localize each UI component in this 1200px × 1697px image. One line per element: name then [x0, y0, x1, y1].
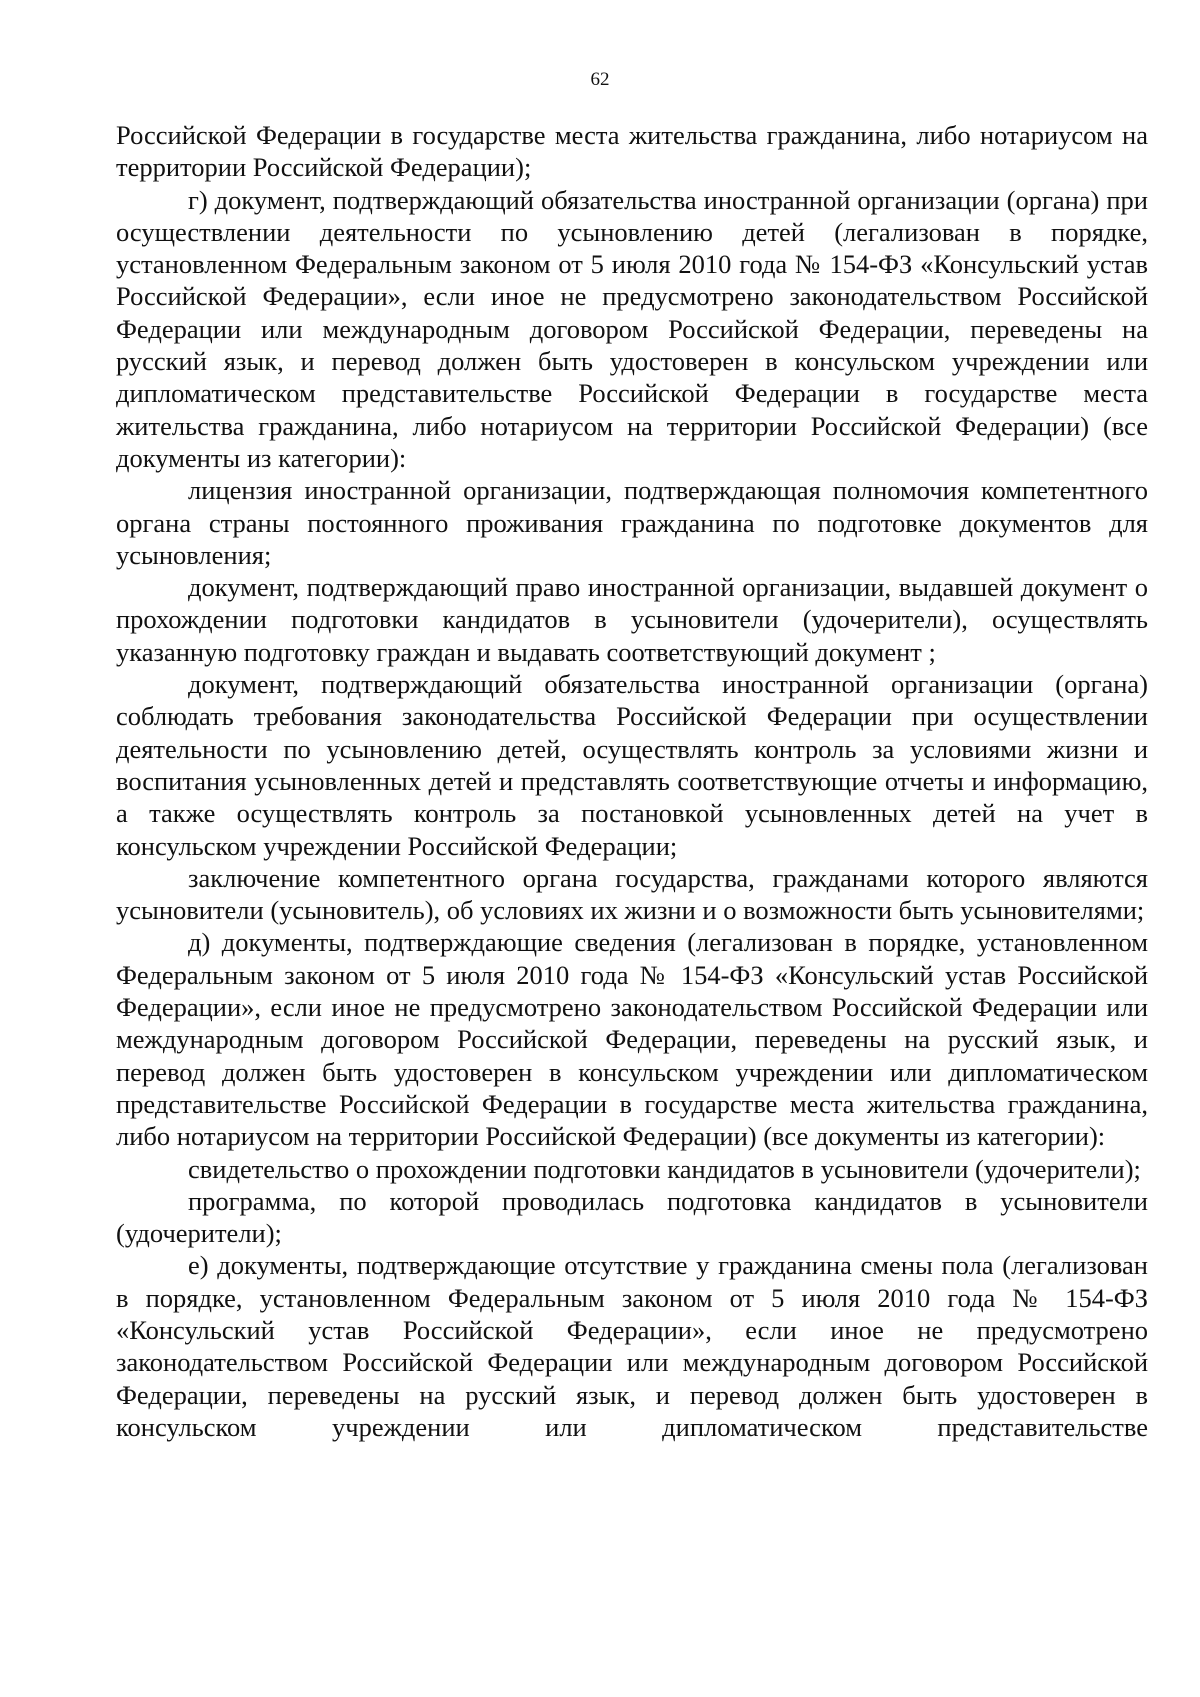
paragraph-item-d: д) документы, подтверждающие сведения (легализован в порядке, установленном Федеральным законом от 5 июля 2010 года № 154-ФЗ «Консульский устав Российской Федерации», если иное не предусмотрено законодательством Российской Федерации или международным договором Российской Федерации, переведены на русский язык, и перевод должен быть удостоверен в консульском учреждении или дипломатическом представительстве Российской Федерации в государстве места жительства гражданина, либо нотариусом на территории Российской Федерации) (все документы из категории): [116, 927, 1148, 1152]
document-body [116, 119, 1148, 1443]
paragraph-license: лицензия иностранной организации, подтверждающая полномочия компетентного органа страны постоянного проживания гражданина по подготовке документов для усыновления; [116, 475, 1148, 570]
paragraph-training-certificate: свидетельство о прохождении подготовки кандидатов в усыновители (удочерители); [188, 1153, 1141, 1184]
paragraph-item-e: е) документы, подтверждающие отсутствие у гражданина смены пола (легализован в порядке, установленном Федеральным законом от 5 июля 2010 года № 154-ФЗ «Консульский устав Российской Федерации», если иное не предусмотрено законодательством Российской Федерации или международным договором Российской Федерации, переведены на русский язык, и перевод должен быть удостоверен в консульском учреждении или дипломатическом представительстве [116, 1250, 1148, 1442]
paragraph-training-program: программа, по которой проводилась подготовка кандидатов в усыновители (удочерители); [116, 1185, 1148, 1249]
paragraph-right-document: документ, подтверждающий право иностранной организации, выдавшей документ о прохождении подготовки кандидатов в усыновители (удочерители), осуществлять указанную подготовку граждан и выдавать соответствующий документ ; [116, 572, 1148, 667]
page-number: 62 [590, 69, 610, 90]
paragraph-continuation: Российской Федерации в государстве места жительства гражданина, либо нотариусом на территории Российской Федерации); [116, 120, 1148, 183]
paragraph-item-g: г) документ, подтверждающий обязательства иностранной организации (органа) при осуществлении деятельности по усыновлению детей (легализован в порядке, установленном Федеральным законом от 5 июля 2010 года № 154-ФЗ «Консульский устав Российской Федерации», если иное не предусмотрено законодательством Российской Федерации или международным договором Российской Федерации, переведены на русский язык, и перевод должен быть удостоверен в консульском учреждении или дипломатическом представительстве Российской Федерации в государстве места жительства гражданина, либо нотариусом на территории Российской Федерации) (все документы из категории): [116, 184, 1148, 473]
paragraph-obligations-document: документ, подтверждающий обязательства иностранной организации (органа) соблюдать требования законодательства Российской Федерации при осуществлении деятельности по усыновлению детей, осуществлять контроль за условиями жизни и воспитания усыновленных детей и представлять соответствующие отчеты и информацию, а также осуществлять контроль за постановкой усыновленных детей на учет в консульском учреждении Российской Федерации; [116, 669, 1148, 861]
paragraph-competent-authority-conclusion: заключение компетентного органа государства, гражданами которого являются усыновители (усыновитель), об условиях их жизни и о возможности быть усыновителями; [116, 862, 1148, 926]
